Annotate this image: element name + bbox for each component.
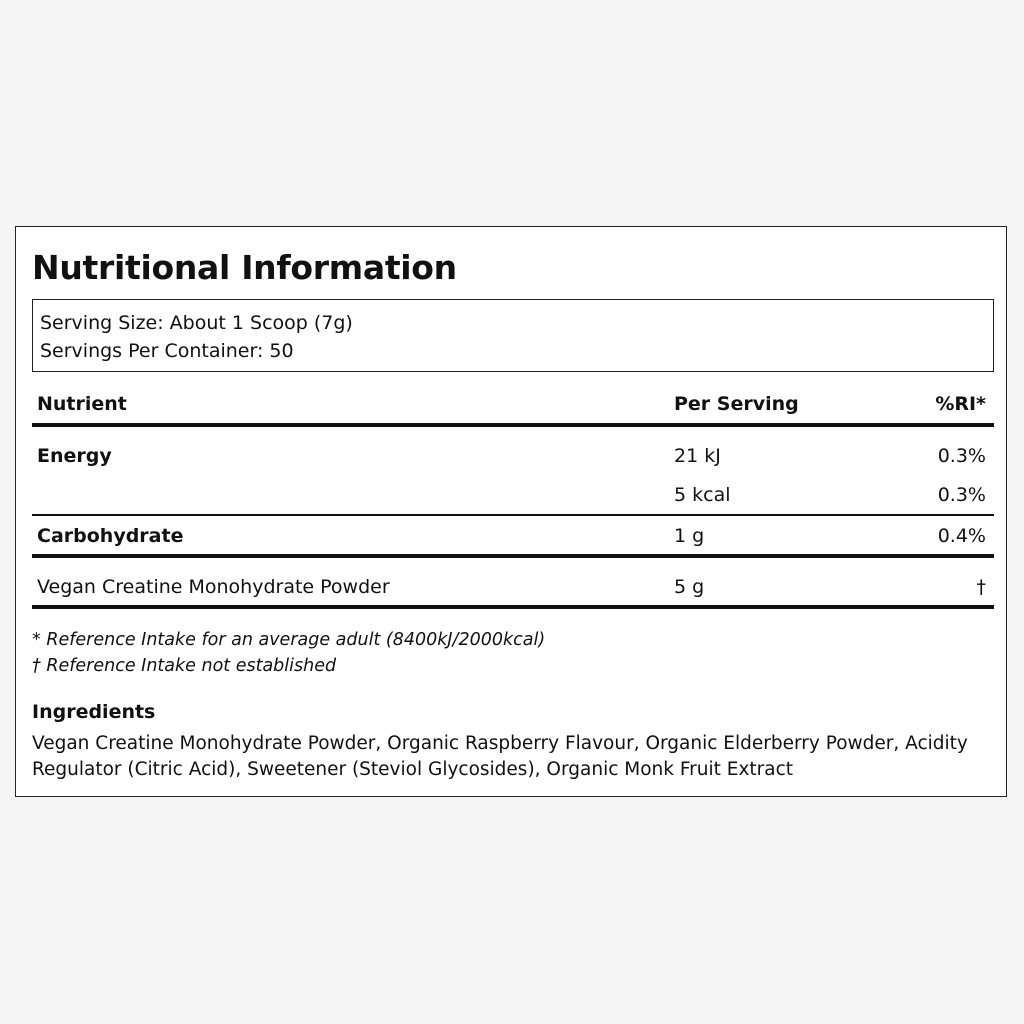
footnote-reference-intake: * Reference Intake for an average adult (8400kJ/2000kcal)	[32, 630, 546, 650]
header-divider	[32, 423, 994, 427]
footnote-not-established: † Reference Intake not established	[32, 656, 337, 676]
label-title: Nutritional Information	[32, 248, 457, 287]
nutrient-name-carbohydrate: Carbohydrate	[37, 525, 184, 547]
nutrient-name-energy: Energy	[37, 445, 112, 467]
section-divider	[32, 554, 994, 558]
per-serving-creatine: 5 g	[674, 576, 705, 598]
column-header-per-serving: Per Serving	[674, 393, 799, 415]
servings-per-container: Servings Per Container: 50	[40, 340, 294, 362]
ingredients-heading: Ingredients	[32, 701, 156, 723]
column-header-ri: %RI*	[935, 393, 986, 415]
ri-carbohydrate: 0.4%	[937, 525, 986, 547]
row-divider	[32, 514, 994, 516]
nutrient-name-creatine: Vegan Creatine Monohydrate Powder	[37, 576, 390, 598]
per-serving-energy-kcal: 5 kcal	[674, 484, 731, 506]
ingredients-text: Vegan Creatine Monohydrate Powder, Organic Raspberry Flavour, Organic Elderberry Powder, Acidity Regulator (Citric Acid), Sweetener (Steviol Glycosides), Organic Monk Fruit Extract	[32, 733, 968, 780]
nutrition-label	[15, 226, 1007, 797]
serving-size: Serving Size: About 1 Scoop (7g)	[40, 312, 353, 334]
per-serving-carbohydrate: 1 g	[674, 525, 705, 547]
per-serving-energy-kj: 21 kJ	[674, 445, 721, 467]
ri-energy-kj: 0.3%	[937, 445, 986, 467]
table-bottom-divider	[32, 605, 994, 609]
ri-creatine: †	[976, 576, 986, 598]
ri-energy-kcal: 0.3%	[937, 484, 986, 506]
column-header-nutrient: Nutrient	[37, 393, 127, 415]
serving-info-box	[32, 299, 994, 372]
